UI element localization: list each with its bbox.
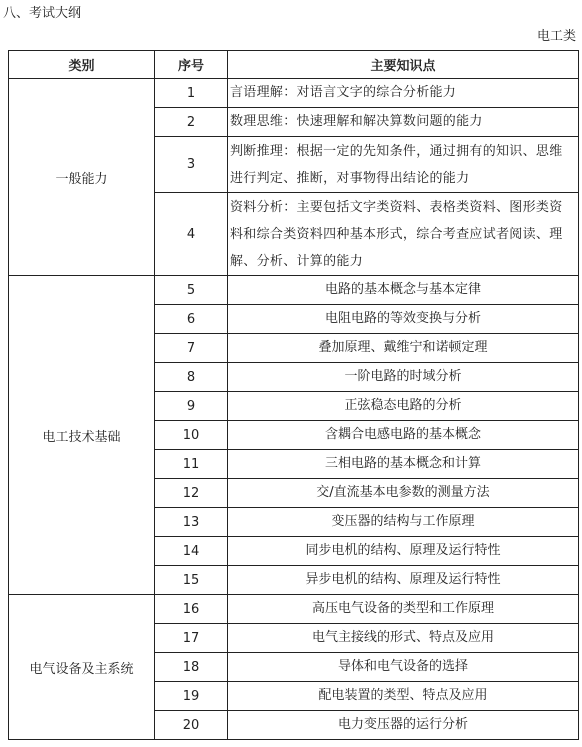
table-header-row — [9, 51, 579, 79]
knowledge-point: 资料分析：主要包括文字类资料、表格类资料、图形类资料和综合类资料四种基本形式，综合考查应试者阅读、理解、分析、计算的能力 — [228, 193, 579, 276]
row-number: 5 — [155, 276, 228, 305]
row-number: 11 — [155, 450, 228, 479]
document-category-label: 电工类 — [536, 29, 576, 44]
row-number: 7 — [155, 334, 228, 363]
table-row — [9, 276, 579, 305]
row-number: 13 — [155, 508, 228, 537]
row-number: 17 — [155, 624, 228, 653]
row-number: 15 — [155, 566, 228, 595]
knowledge-point: 一阶电路的时域分析 — [228, 363, 579, 392]
header-category: 类别 — [9, 51, 155, 79]
knowledge-point: 电力变压器的运行分析 — [228, 711, 579, 740]
row-number: 6 — [155, 305, 228, 334]
knowledge-point: 正弦稳态电路的分析 — [228, 392, 579, 421]
row-number: 9 — [155, 392, 228, 421]
header-number: 序号 — [155, 51, 228, 79]
category-cell-general-ability: 一般能力 — [9, 79, 155, 276]
knowledge-point: 交/直流基本电参数的测量方法 — [228, 479, 579, 508]
row-number: 8 — [155, 363, 228, 392]
row-number: 3 — [155, 137, 228, 193]
category-cell-electrical-fundamentals: 电工技术基础 — [9, 276, 155, 595]
knowledge-point: 叠加原理、戴维宁和诺顿定理 — [228, 334, 579, 363]
exam-outline-table — [8, 50, 579, 740]
knowledge-point: 数理思维：快速理解和解决算数问题的能力 — [228, 108, 579, 137]
row-number: 4 — [155, 193, 228, 276]
row-number: 19 — [155, 682, 228, 711]
knowledge-point: 电阻电路的等效变换与分析 — [228, 305, 579, 334]
row-number: 1 — [155, 79, 228, 108]
knowledge-point: 配电装置的类型、特点及应用 — [228, 682, 579, 711]
row-number: 2 — [155, 108, 228, 137]
row-number: 14 — [155, 537, 228, 566]
row-number: 18 — [155, 653, 228, 682]
table-row — [9, 79, 579, 108]
category-cell-electrical-equipment: 电气设备及主系统 — [9, 595, 155, 740]
knowledge-point: 高压电气设备的类型和工作原理 — [228, 595, 579, 624]
knowledge-point: 判断推理：根据一定的先知条件，通过拥有的知识、思维进行判定、推断，对事物得出结论的能力 — [228, 137, 579, 193]
knowledge-point: 同步电机的结构、原理及运行特性 — [228, 537, 579, 566]
row-number: 16 — [155, 595, 228, 624]
section-heading: 八、考试大纲 — [3, 6, 82, 21]
knowledge-point: 言语理解：对语言文字的综合分析能力 — [228, 79, 579, 108]
knowledge-point: 电气主接线的形式、特点及应用 — [228, 624, 579, 653]
knowledge-point: 电路的基本概念与基本定律 — [228, 276, 579, 305]
table-row — [9, 595, 579, 624]
row-number: 20 — [155, 711, 228, 740]
row-number: 12 — [155, 479, 228, 508]
header-knowledge-points: 主要知识点 — [228, 51, 579, 79]
knowledge-point: 三相电路的基本概念和计算 — [228, 450, 579, 479]
knowledge-point: 含耦合电感电路的基本概念 — [228, 421, 579, 450]
row-number: 10 — [155, 421, 228, 450]
knowledge-point: 异步电机的结构、原理及运行特性 — [228, 566, 579, 595]
knowledge-point: 变压器的结构与工作原理 — [228, 508, 579, 537]
knowledge-point: 导体和电气设备的选择 — [228, 653, 579, 682]
